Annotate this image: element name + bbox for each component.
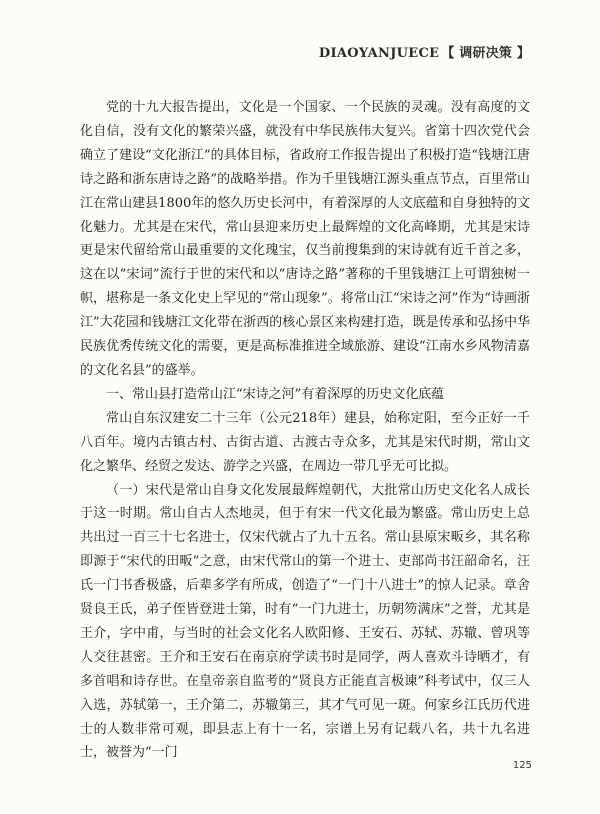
paragraph-song-dynasty: （一）宋代是常山自身文化发展最辉煌朝代，大批常山历史文化名人成长于这一时期。常山自古人杰地灵，但于有宋一代文化最为繁盛。常山历史上总共出过一百三十七名进士，仅宋代就占了九十五名。常山县原宋畈乡，其名称即源于“宋代的田畈”之意，由宋代常山的第一个进士、吏部尚书汪韶命名，汪氏一门书香极盛，后辈多学有所成，创造了“一门十八进士”的惊人记录。章舍贤良王氏，弟子侄皆登进士第，时有“一门九进士，历朝笏满床”之誉，尤其是王介，字中甫，与当时的社会文化名人欧阳修、王安石、苏轼、苏辙、曾巩等人交往甚密。王介和王安石在南京府学读书时是同学，两人喜欢斗诗晒才，有多首唱和诗存世。在皇帝亲自监考的“贤良方正能直言极谏”科考试中，仅三人入选，苏轼第一，王介第二，苏辙第三，其才气可见一斑。何家乡江氏历代进士的人数非常可观，即县志上有十一名，宗谱上另有记载八名，共十九名进士，被誉为“一门 [80, 482, 530, 761]
column-title-cn: 【 调研决策 】 [441, 46, 530, 61]
article-body [80, 96, 530, 765]
section-heading: 一、常山县打造常山江“宋诗之河”有着深厚的历史文化底蕴 [106, 386, 445, 402]
paragraph-intro: 党的十九大报告提出，文化是一个国家、一个民族的灵魂。没有高度的文化自信，没有文化的繁荣兴盛，就没有中华民族伟大复兴。省第十四次党代会确立了建设“文化浙江”的具体目标，省政府工作报告提出了积极打造“钱塘江唐诗之路和浙东唐诗之路”的战略举措。作为千里钱塘江源头重点节点，百里常山江在常山建县1800年的悠久历史长河中，有着深厚的人文底蕴和自身独特的文化魅力。尤其是在宋代，常山县迎来历史上最辉煌的文化高峰期，尤其是宋诗更是宋代留给常山最重要的文化瑰宝，仅当前搜集到的宋诗就有近千首之多，这在以“宋词”流行于世的宋代和以“唐诗之路”著称的千里钱塘江上可谓独树一帜，堪称是一条文化史上罕见的“常山现象”。将常山江“宋诗之河”作为“诗画浙江”大花园和钱塘江文化带在浙西的核心景区来构建打造，既是传承和弘扬中华民族优秀传统文化的需要，更是高标准推进全域旅游、建设“江南水乡风物清嘉的文化名县”的盛举。 [80, 100, 530, 378]
running-header [319, 42, 530, 61]
paragraph-history: 常山自东汉建安二十三年（公元218年）建县，始称定阳，至今正好一千八百年。境内古镇古村、古街古道、古渡古寺众多，尤其是宋代时期，常山文化之繁华、经贸之发达、游学之兴盛，在周边一带几乎无可比拟。 [80, 410, 530, 474]
page-number: 125 [512, 760, 532, 771]
column-title-en: DIAOYANJUECE [318, 46, 440, 61]
